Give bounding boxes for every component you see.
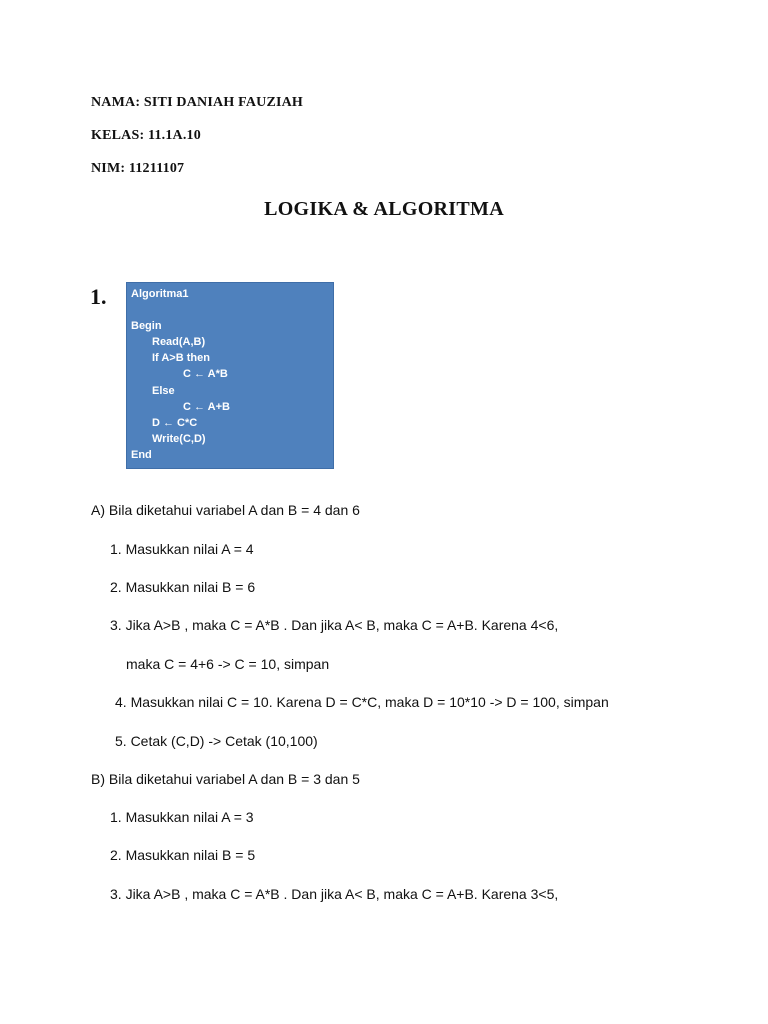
algorithm-line: C ← A*B bbox=[183, 368, 228, 380]
part-b-step: 1. Masukkan nilai A = 3 bbox=[110, 809, 254, 825]
part-a-step: 2. Masukkan nilai B = 6 bbox=[110, 579, 256, 595]
question-number: 1. bbox=[90, 284, 107, 309]
algorithm-line: Algoritma1 bbox=[131, 288, 189, 300]
algorithm-line: If A>B then bbox=[152, 352, 210, 364]
algorithm-line: C ← A+B bbox=[183, 401, 230, 413]
algorithm-box bbox=[126, 282, 334, 469]
algorithm-line: Read(A,B) bbox=[152, 336, 206, 348]
algorithm-line: Begin bbox=[131, 320, 162, 332]
algorithm-line: Else bbox=[152, 385, 175, 397]
part-a-step: maka C = 4+6 -> C = 10, simpan bbox=[126, 656, 330, 672]
part-a-step: 1. Masukkan nilai A = 4 bbox=[110, 541, 254, 557]
page-title: LOGIKA & ALGORITMA bbox=[264, 198, 504, 220]
student-nim: NIM: 11211107 bbox=[91, 161, 185, 176]
student-class: KELAS: 11.1A.10 bbox=[91, 128, 201, 143]
student-name: NAMA: SITI DANIAH FAUZIAH bbox=[91, 95, 304, 110]
part-b-step: 3. Jika A>B , maka C = A*B . Dan jika A< B, maka C = A+B. Karena 3<5, bbox=[110, 886, 559, 902]
part-a-step: 4. Masukkan nilai C = 10. Karena D = C*C, maka D = 10*10 -> D = 100, simpan bbox=[115, 694, 609, 710]
part-a-heading: A) Bila diketahui variabel A dan B = 4 dan 6 bbox=[91, 502, 360, 518]
algorithm-line: End bbox=[131, 449, 152, 461]
algorithm-line: D ← C*C bbox=[152, 417, 198, 429]
part-a-step: 5. Cetak (C,D) -> Cetak (10,100) bbox=[115, 733, 318, 749]
part-a-step: 3. Jika A>B , maka C = A*B . Dan jika A< B, maka C = A+B. Karena 4<6, bbox=[110, 617, 559, 633]
part-b-heading: B) Bila diketahui variabel A dan B = 3 dan 5 bbox=[91, 771, 360, 787]
algorithm-line: Write(C,D) bbox=[152, 433, 206, 445]
part-b-step: 2. Masukkan nilai B = 5 bbox=[110, 847, 256, 863]
